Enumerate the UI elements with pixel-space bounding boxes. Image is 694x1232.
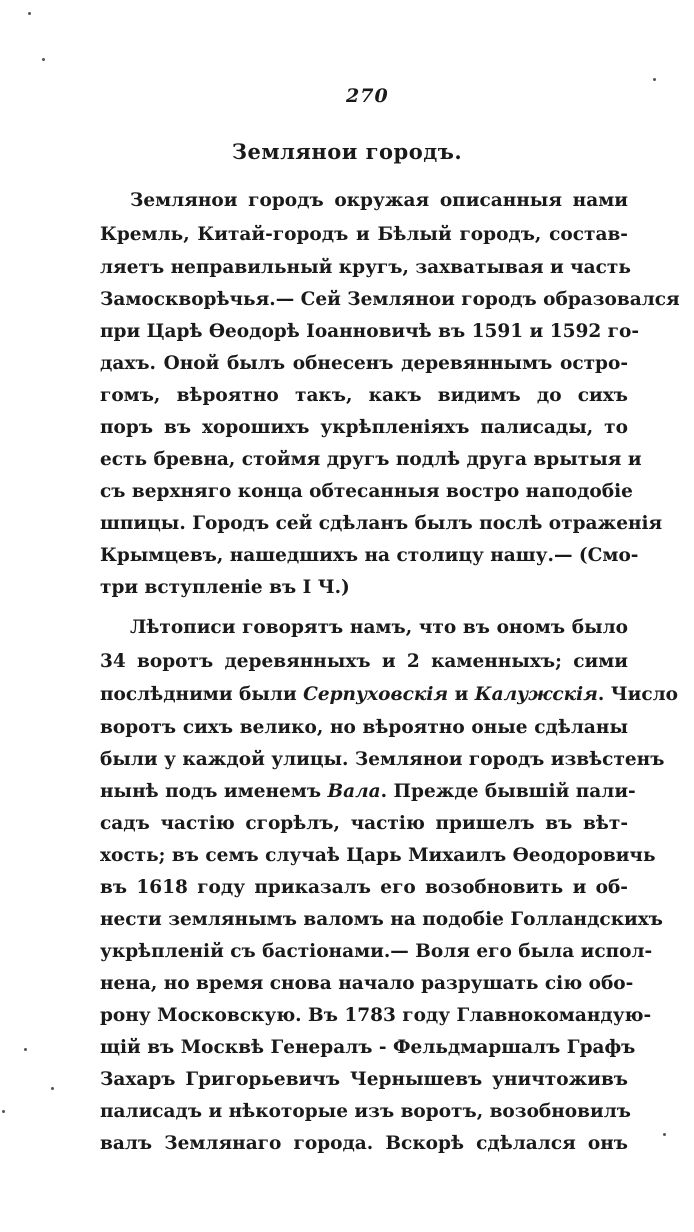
text-line: въ 1618 году приказалъ его возобновить и об- bbox=[100, 877, 628, 898]
text-line: были у каждой улицы. Землянои городъ извѣстенъ bbox=[100, 749, 665, 770]
scan-speck bbox=[653, 78, 656, 81]
text-line: гомъ, вѣроятно такъ, какъ видимъ до сихъ bbox=[100, 385, 628, 406]
text-line: есть бревна, стоймя другъ подлѣ друга врытыя и bbox=[100, 449, 642, 470]
text-line: щій въ Москвѣ Генералъ - Фельдмаршалъ Графъ bbox=[100, 1037, 636, 1058]
text-line: нести землянымъ валомъ на подобіе Голландскихъ bbox=[100, 909, 663, 930]
text-line: 34 воротъ деревянныхъ и 2 каменныхъ; сими bbox=[100, 651, 628, 672]
text-line: валъ Землянаго города. Вскорѣ сдѣлался онъ bbox=[100, 1133, 628, 1154]
text-line: Замоскворѣчья.— Сей Землянои городъ образовался bbox=[100, 289, 680, 310]
scan-speck bbox=[42, 58, 45, 61]
text-line: ляетъ неправильный кругъ, захватывая и часть bbox=[100, 257, 631, 278]
text-line: при Царѣ Ѳеодорѣ Іоанновичѣ въ 1591 и 1592 го- bbox=[100, 321, 639, 342]
text-line: садъ частію сгорѣлъ, частію пришелъ въ вѣт- bbox=[100, 813, 628, 834]
text-line: рону Московскую. Въ 1783 году Главнокомандую- bbox=[100, 1005, 652, 1026]
text-line: Крымцевъ, нашедшихъ на столицу нашу.— (Смо- bbox=[100, 545, 639, 566]
section-heading: Землянои городъ. bbox=[231, 139, 463, 164]
page-number: 270 bbox=[346, 85, 389, 107]
text-line: укрѣпленій съ бастіонами.— Воля его была испол- bbox=[100, 941, 653, 962]
text-line: поръ въ хорошихъ укрѣпленіяхъ палисады, то bbox=[100, 417, 628, 438]
text-line: три вступленіе въ I Ч.) bbox=[100, 577, 350, 598]
text-line: Кремль, Китай-городъ и Бѣлый городъ, состав- bbox=[100, 224, 628, 245]
text-line: воротъ сихъ велико, но вѣроятно оные сдѣланы bbox=[100, 717, 628, 738]
text-line: съ верхняго конца обтесанныя востро наподобіе bbox=[100, 481, 633, 502]
text-line: хость; въ семъ случаѣ Царь Михаилъ Ѳеодоровичь bbox=[100, 845, 656, 866]
text-line: нена, но время снова начало разрушать сію обо- bbox=[100, 973, 634, 994]
text-line: Землянои городъ окружая описанныя нами bbox=[130, 190, 628, 211]
scan-speck bbox=[663, 1133, 666, 1136]
text-line: дахъ. Оной былъ обнесенъ деревяннымъ остро- bbox=[100, 353, 628, 374]
scan-speck bbox=[28, 12, 31, 15]
text-line: Захаръ Григорьевичъ Чернышевъ уничтоживъ bbox=[100, 1069, 628, 1090]
text-line: шпицы. Городъ сей сдѣланъ былъ послѣ отраженія bbox=[100, 513, 663, 534]
text-line: послѣдними были Серпуховскія и Калужскія. Число bbox=[100, 684, 679, 705]
text-line: Лѣтописи говорятъ намъ, что въ ономъ было bbox=[130, 617, 628, 638]
scan-speck bbox=[2, 1110, 5, 1113]
text-line: нынѣ подъ именемъ Вала. Прежде бывшій пали- bbox=[100, 781, 636, 802]
text-line: палисадъ и нѣкоторые изъ воротъ, возобновилъ bbox=[100, 1101, 631, 1122]
scan-speck bbox=[24, 1048, 27, 1051]
scan-speck bbox=[51, 1087, 54, 1090]
